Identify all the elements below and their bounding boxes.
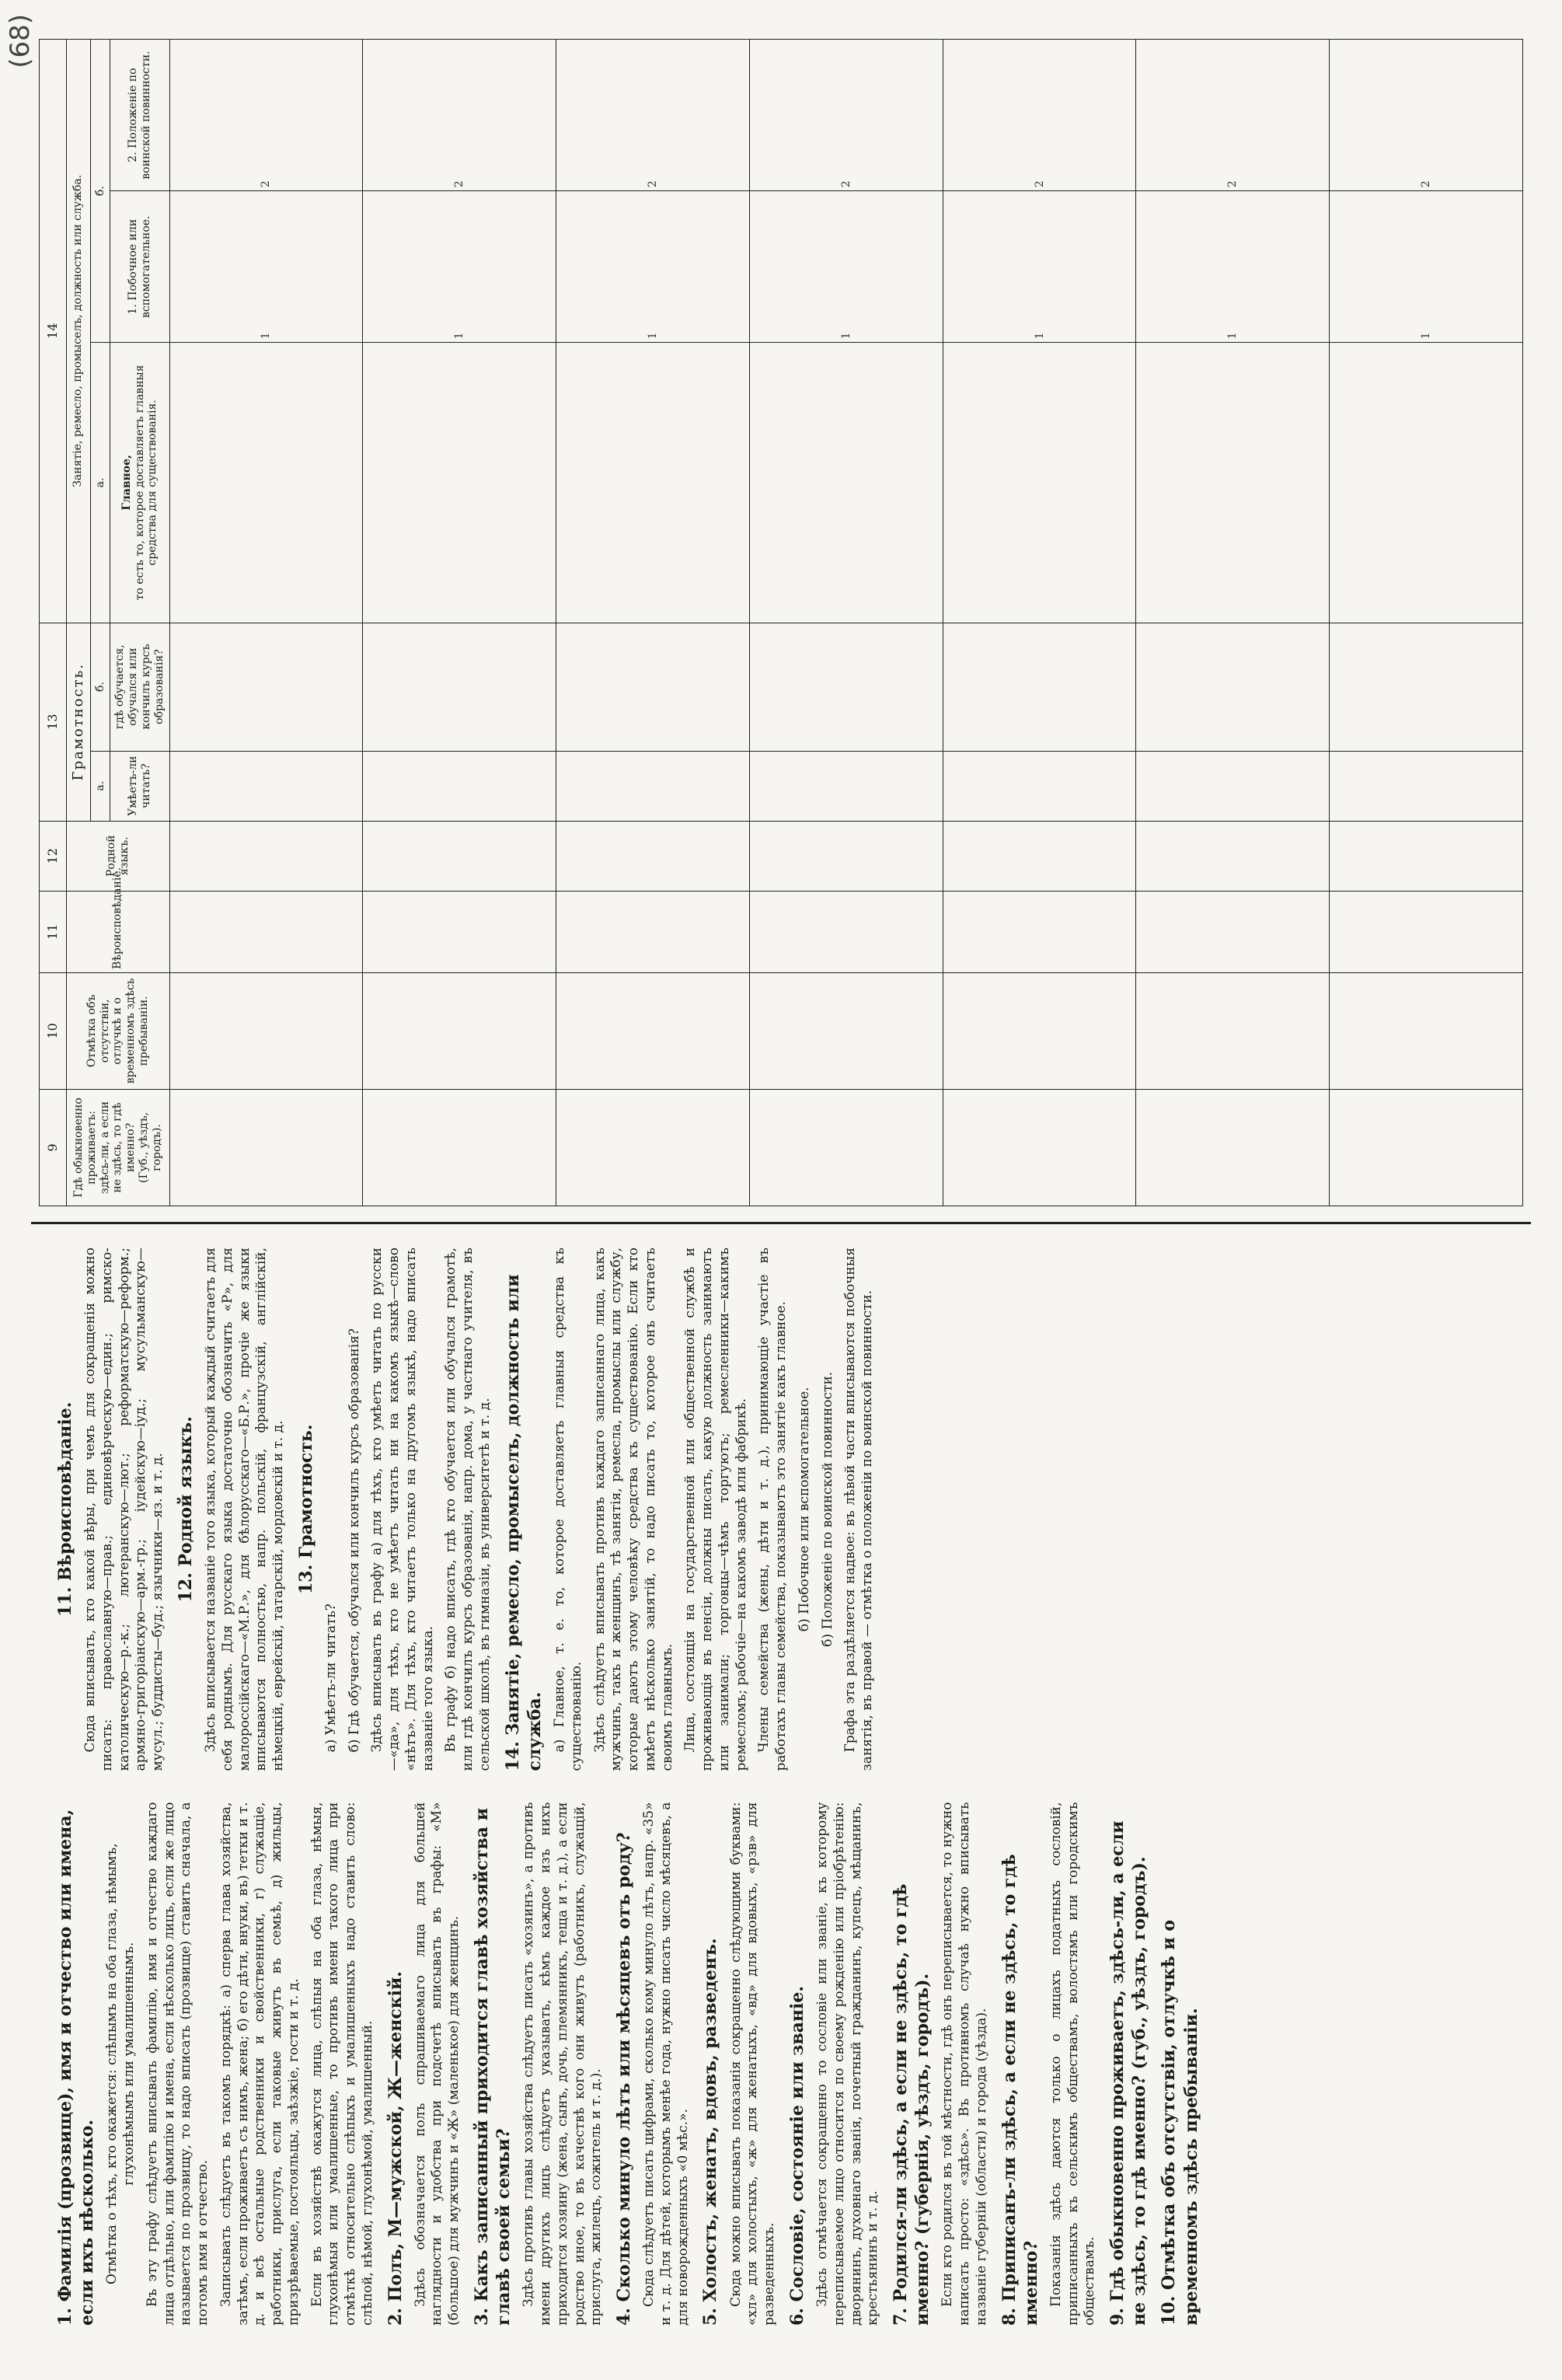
q14-paragraph: Графа эта раздѣляется надвое: въ лѣвой части вписываются побочныя занятія, въ правой — отмѣтка о положеніи по воинской повинности.	[842, 1248, 876, 1771]
q14-paragraph: Лица, состоящія на государственной или общественной службѣ и проживающія въ пенсіи, должны писать, какую должность занимаютъ или занимали; торговцы—чѣмъ торгуютъ; ремесленники—какимъ ремесломъ; рабочіе—на какомъ заводѣ или фабрикѣ.	[682, 1248, 749, 1771]
q14-paragraph: Члены семейства (жены, дѣти и т. д.), принимающіе участіе въ работахъ главы семейства, показываютъ это занятіе какъ главное.	[756, 1248, 790, 1771]
row-mark: 1	[169, 191, 363, 343]
table-row	[943, 40, 1136, 1206]
table-row	[1330, 40, 1523, 1206]
row-mark: 2	[363, 40, 556, 191]
q7-paragraph: Если кто родился въ той мѣстности, гдѣ онъ переписывается, то нужно написать просто: «здѣсь». Въ противномъ случаѣ нужно вписывать названіе губерніи (области) и города (уѣзда).	[940, 1802, 989, 2326]
header-occupation: Занятіе, ремесло, промыселъ, должность или служба.	[67, 40, 91, 623]
q14a-label: а) Главное, т. е. то, которое доставляетъ главныя средства къ существованію.	[552, 1248, 584, 1771]
col-number: 12	[40, 821, 67, 891]
q13-paragraph: Въ графу б) надо вписать, гдѣ кто обучается или обучался грамотѣ, или гдѣ кончилъ курсъ образованія, напр. дома, у частнаго учителя, въ сельской школѣ, въ гимназіи, въ университетѣ и т. д.	[443, 1248, 493, 1771]
table-row	[556, 40, 750, 1206]
census-sheet	[31, 31, 1531, 2349]
q5-title: 5. Холостъ, женатъ, вдовъ, разведенъ.	[700, 1938, 721, 2326]
q1-note: Отмѣтка о тѣхъ, кто окажется: слѣпымъ на оба глаза, нѣмымъ, глухонѣмымъ или умалишеннымъ.	[104, 1843, 138, 2285]
q10-title: 10. Отмѣтка объ отсутствіи, отлучкѣ и о временномъ здѣсь пребываніи.	[1159, 1919, 1201, 2326]
header-absence: Отмѣтка объ отсутствіи, отлучкѣ и о временномъ здѣсь пребываніи.	[67, 972, 170, 1089]
table-row	[749, 40, 943, 1206]
table-row	[169, 40, 363, 1206]
q8-title: 8. Приписанъ-ли здѣсь, а если не здѣсь, то гдѣ именно?	[999, 1854, 1041, 2326]
q5-paragraph: Сюда можно вписывать показанія сокращенно слѣдующими буквами: «хл» для холостыхъ, «ж» для женатыхъ, «вд» для вдовыхъ, «рзв» для разведенныхъ.	[727, 1802, 778, 2326]
q12-paragraph: Здѣсь вписывается названіе того языка, который каждый считаетъ для себя роднымъ. Для русскаго языка достаточно обозначить «Р», для малороссійскаго—«М.Р.», для бѣлорусскаго—«Б.Р.», прочіе же языки вписываются полностью, напр. польскій, французскій, англійскій, нѣмецкій, еврейскій, татарскій, мордовскій и т. д.	[203, 1248, 287, 1771]
q11-paragraph: Сюда вписывать, кто какой вѣры, при чемъ для сокращенія можно писать: православную—прав.; единовѣрческую—един.; римско-католическую—р.-к.; лютеранскую—лют.; реформатскую—реформ.; армяно-григоріанскую—арм.-гр.; іудейскую—іуд.; мусульманскую—мусул.; буддисты—буд.; язычники—яз. и т. д.	[82, 1248, 166, 1771]
header-occupation-a-letter: а.	[90, 343, 110, 623]
row-mark: 2	[749, 40, 943, 191]
header-main-occupation	[110, 343, 169, 623]
header-row	[67, 40, 91, 1206]
header-main-occupation-title: Главное,	[120, 455, 133, 511]
q2-title: 2. Полъ, М—мужской, Ж—женскій.	[385, 1971, 406, 2326]
row-mark: 2	[943, 40, 1136, 191]
header-language: Родной языкъ.	[67, 821, 170, 891]
q2-paragraph: Здѣсь обозначается полъ спрашиваемаго лица для большей наглядности и удобства при подсчетѣ вписывать въ графы: «М» (большое) для мужчинъ и «Ж» (маленькое) для женщинъ.	[412, 1802, 462, 2326]
col-number: 13	[40, 623, 67, 821]
header-secondary-occupation: 1. Побочное или вспомогательное.	[110, 191, 169, 343]
col-number: 9	[40, 1089, 67, 1206]
q14-paragraph: Здѣсь слѣдуетъ вписывать противъ каждаго записаннаго лица, какъ мужчинъ, такъ и женщинъ, тѣ занятія, ремесла, промыслы или службу, которые даютъ этому человѣку средства къ существованію. Если кто имѣетъ нѣсколько занятій, то надо писать то, которое онъ считаетъ своимъ главнымъ.	[591, 1248, 675, 1771]
instructions-left-column	[47, 1802, 1515, 2326]
col-number: 10	[40, 972, 67, 1089]
q4-paragraph: Сюда слѣдуетъ писать цифрами, сколько кому минуло лѣтъ, напр. «35» и т. д. Для дѣтей, которымъ менѣе года, нужно писать число мѣсяцевъ, а для новорожденныхъ «0 мѣс.».	[641, 1802, 691, 2326]
q9-title: 9. Гдѣ обыкновенно проживаетъ, здѣсь-ли, а если не здѣсь, то гдѣ именно? (губ., уѣздъ, городъ).	[1107, 1820, 1150, 2326]
q1-paragraph: Если въ хозяйствѣ окажутся лица, слѣпыя на оба глаза, нѣмыя, глухонѣмыя или умалишенные, то противъ имени такого лица при отмѣткѣ относительно слѣпыхъ и умалишенныхъ надо ставить слово: слѣпой, нѣмой, глухонѣмой, умалишенный.	[309, 1802, 375, 2326]
q6-title: 6. Сословіе, состояніе или званіе.	[786, 1986, 807, 2326]
col-number: 14	[40, 40, 67, 623]
q11-title: 11. Вѣроисповѣданіе.	[55, 1401, 75, 1617]
header-education: гдѣ обучается, обучался или кончилъ курсъ образованія?	[110, 623, 169, 751]
row-mark: 1	[749, 191, 943, 343]
header-occupation-b-letter: б.	[90, 40, 110, 343]
q1-paragraph: Въ эту графу слѣдуетъ вписывать фамилію, имя и отчество каждаго лица отдѣльно, или фамилію и имена, если нѣсколько лицъ, если же лицо называется по прозвищу, то надо вписать (прозвище) ставить сначала, а потомъ имя и отчество.	[144, 1802, 211, 2326]
census-table-body	[169, 40, 1522, 1206]
q4-title: 4. Сколько минуло лѣтъ или мѣсяцевъ отъ роду?	[614, 1832, 635, 2326]
page-number: (68)	[5, 14, 36, 68]
header-religion: Вѣроисповѣданіе.	[67, 891, 170, 972]
q8-paragraph: Показанія здѣсь даются только о лицахъ податныхъ сословій, приписанныхъ къ сельскимъ обществамъ, волостямъ или городскимъ обществамъ.	[1048, 1802, 1098, 2326]
q13-title: 13. Грамотность.	[295, 1424, 316, 1595]
q3-title: 3. Какъ записанный приходится главѣ хозяйства и главѣ своей семьи?	[471, 1807, 514, 2326]
census-table	[39, 39, 1523, 1206]
column-number-row	[40, 40, 67, 1206]
row-mark: 1	[1330, 191, 1523, 343]
instructions-panel	[31, 1222, 1531, 2349]
table-row	[363, 40, 556, 1206]
q12-title: 12. Родной языкъ.	[175, 1416, 196, 1603]
header-residence-text: Гдѣ обыкновенно проживаетъ: здѣсь-ли, а если не здѣсь, то гдѣ именно?	[72, 1098, 138, 1198]
q14-title: 14. Занятіе, ремесло, промыселъ, должность или служба.	[502, 1274, 545, 1771]
row-mark: 1	[363, 191, 556, 343]
q3-paragraph: Здѣсь противъ главы хозяйства слѣдуетъ писать «хозяинъ», а противъ имени другихъ лицъ слѣдуетъ указывать, кѣмъ каждое изъ нихъ приходится хозяину (жена, сынъ, дочь, племянникъ, теща и т. д.), а если родство иное, то въ качествѣ кого они живутъ (работникъ, служащій, прислуга, жилецъ, сожитель и т. д.).	[521, 1802, 605, 2326]
header-residence	[67, 1089, 170, 1206]
q7-title: 7. Родился-ли здѣсь, а если не здѣсь, то гдѣ именно? (губернія, уѣздъ, городъ).	[891, 1883, 933, 2326]
col-number: 11	[40, 891, 67, 972]
header-literacy: Грамотность.	[67, 623, 91, 821]
census-table-zone	[31, 31, 1531, 1222]
q13-paragraph: Здѣсь вписывать въ графу а) для тѣхъ, кто умѣетъ читать по русски—«да», для тѣхъ, кто не умѣетъ читать ни на какомъ языкѣ—слово «нѣтъ». Для тѣхъ, кто читаетъ только на другомъ языкѣ, надо вписать названіе того языка.	[369, 1248, 436, 1771]
row-mark: 1	[943, 191, 1136, 343]
q13b-label: б) Гдѣ обучается, обучался или кончилъ курсъ образованія?	[346, 1328, 362, 1753]
q1-paragraph: Записывать слѣдуетъ въ такомъ порядкѣ: а) сперва глава хозяйства, затѣмъ, если проживаетъ съ нимъ, жена; б) его дѣти, внуки, въ) тетки и т. д. и всѣ остальные родственники и свойственники, г) служащіе, работники, прислуга, если таковые живутъ въ семьѣ, д) жильцы, призрѣваемые, постояльцы, заѣзжіе, гости и т. д.	[218, 1802, 302, 2326]
header-literacy-b-letter: б.	[90, 623, 110, 751]
header-military-status: 2. Положеніе по воинской повинности.	[110, 40, 169, 191]
row-mark: 1	[1136, 191, 1330, 343]
header-literacy-a-letter: а.	[90, 751, 110, 821]
q14b-label: б) Побочное или вспомогательное.	[796, 1387, 812, 1632]
row-mark: 2	[1136, 40, 1330, 191]
instructions-right-column	[47, 1248, 1515, 1771]
row-mark: 2	[169, 40, 363, 191]
header-can-read: Умѣетъ-ли читать?	[110, 751, 169, 821]
q1-title: 1. Фамилія (прозвище), имя и отчество или имена, если ихъ нѣсколько.	[55, 1809, 98, 2326]
header-main-occupation-text: то есть то, которое доставляетъ главныя средства для существованія.	[133, 365, 159, 601]
table-row	[1136, 40, 1330, 1206]
row-mark: 2	[556, 40, 750, 191]
q6-paragraph: Здѣсь отмѣчается сокращенно то сословіе или званіе, къ которому переписываемое лицо относится по своему рожденію или пріобрѣтенію: дворянинъ, духовнаго званія, почетный гражданинъ, купецъ, мѣщанинъ, крестьянинъ и т. д.	[814, 1802, 881, 2326]
row-mark: 2	[1330, 40, 1523, 191]
row-mark: 1	[556, 191, 750, 343]
q13a-label: а) Умѣетъ-ли читать?	[323, 1604, 339, 1753]
header-residence-sub: (Губ., уѣздъ, городъ).	[137, 1111, 163, 1183]
q14b2-label: б) Положеніе по воинской повинности.	[819, 1371, 835, 1647]
